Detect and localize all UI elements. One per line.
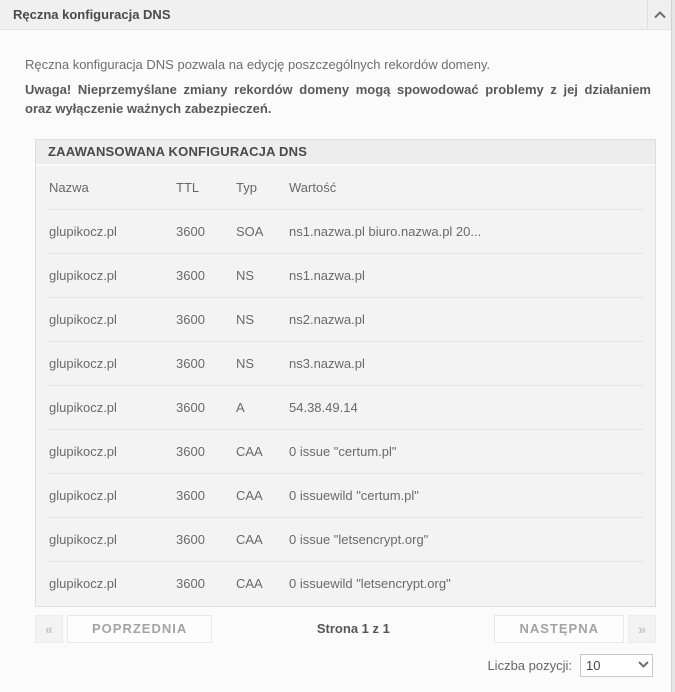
record-type: NS — [236, 355, 255, 371]
first-page-button[interactable] — [35, 615, 63, 643]
record-type: A — [236, 399, 245, 415]
record-type: NS — [236, 311, 255, 327]
column-header-wartosc: Wartość — [289, 179, 337, 195]
record-type: NS — [236, 267, 255, 283]
record-name: glupikocz.pl — [49, 267, 117, 283]
record-type: CAA — [236, 443, 263, 459]
record-name: glupikocz.pl — [49, 355, 117, 371]
record-ttl: 3600 — [176, 355, 205, 371]
collapse-panel-button[interactable] — [647, 0, 671, 29]
record-name: glupikocz.pl — [49, 399, 117, 415]
record-name: glupikocz.pl — [49, 311, 117, 327]
double-chevron-left-icon: « — [45, 620, 53, 637]
table-row[interactable] — [48, 342, 643, 386]
record-ttl: 3600 — [176, 531, 205, 547]
record-ttl: 3600 — [176, 267, 205, 283]
advanced-dns-card-title: ZAAWANSOWANA KONFIGURACJA DNS — [36, 140, 655, 166]
record-value: 0 issue "certum.pl" — [289, 443, 397, 459]
previous-page-button[interactable]: POPRZEDNIA — [67, 615, 212, 643]
record-value: 0 issue "letsencrypt.org" — [289, 531, 429, 547]
table-header-row — [48, 166, 643, 210]
record-ttl: 3600 — [176, 443, 205, 459]
page-title: Ręczna konfiguracja DNS — [13, 7, 171, 22]
record-value: ns1.nazwa.pl biuro.nazwa.pl 20... — [289, 223, 482, 239]
record-ttl: 3600 — [176, 487, 205, 503]
table-row[interactable] — [48, 386, 643, 430]
page-size-label: Liczba pozycji: — [487, 657, 572, 673]
table-row[interactable] — [48, 430, 643, 474]
record-value: ns3.nazwa.pl — [289, 355, 365, 371]
record-name: glupikocz.pl — [49, 487, 117, 503]
double-chevron-right-icon: » — [638, 620, 646, 637]
record-ttl: 3600 — [176, 399, 205, 415]
column-header-ttl: TTL — [176, 179, 200, 195]
table-body — [48, 210, 643, 606]
page-size-select[interactable] — [580, 654, 653, 677]
page-status: Strona 1 z 1 — [316, 621, 390, 637]
record-value: ns2.nazwa.pl — [289, 311, 365, 327]
record-ttl: 3600 — [176, 311, 205, 327]
advanced-dns-card — [35, 139, 656, 607]
pagination-bar — [35, 615, 656, 643]
dns-description-text: Ręczna konfiguracja DNS pozwala na edycję poszczególnych rekordów domeny. — [25, 57, 491, 72]
table-row[interactable] — [48, 210, 643, 254]
column-header-typ: Typ — [236, 179, 257, 195]
table-row[interactable] — [48, 518, 643, 562]
record-type: CAA — [236, 487, 263, 503]
page-size-row — [35, 654, 653, 677]
chevron-up-icon — [654, 6, 666, 24]
record-type: SOA — [236, 223, 264, 239]
record-ttl: 3600 — [176, 223, 205, 239]
record-name: glupikocz.pl — [49, 223, 117, 239]
record-value: 0 issuewild "certum.pl" — [289, 487, 419, 503]
panel-header — [0, 0, 671, 30]
column-header-nazwa: Nazwa — [49, 179, 89, 195]
table-row[interactable] — [48, 474, 643, 518]
record-value: 0 issuewild "letsencrypt.org" — [289, 576, 451, 592]
record-type: CAA — [236, 576, 263, 592]
record-type: CAA — [236, 531, 263, 547]
page-size-select-wrap — [580, 654, 653, 677]
next-page-button[interactable]: NASTĘPNA — [494, 615, 624, 643]
record-value: ns1.nazwa.pl — [289, 267, 365, 283]
record-name: glupikocz.pl — [49, 576, 117, 592]
table-row[interactable] — [48, 562, 643, 606]
record-value: 54.38.49.14 — [289, 399, 358, 415]
table-row[interactable] — [48, 298, 643, 342]
table-row[interactable] — [48, 254, 643, 298]
dns-records-table — [48, 166, 643, 606]
record-name: glupikocz.pl — [49, 531, 117, 547]
record-ttl: 3600 — [176, 576, 205, 592]
dns-warning-text: Uwaga! Nieprzemyślane zmiany rekordów domeny mogą spowodować problemy z jej działaniem oraz wyłączenie ważnych zabezpieczeń. — [25, 82, 651, 116]
record-name: glupikocz.pl — [49, 443, 117, 459]
last-page-button[interactable] — [628, 615, 656, 643]
